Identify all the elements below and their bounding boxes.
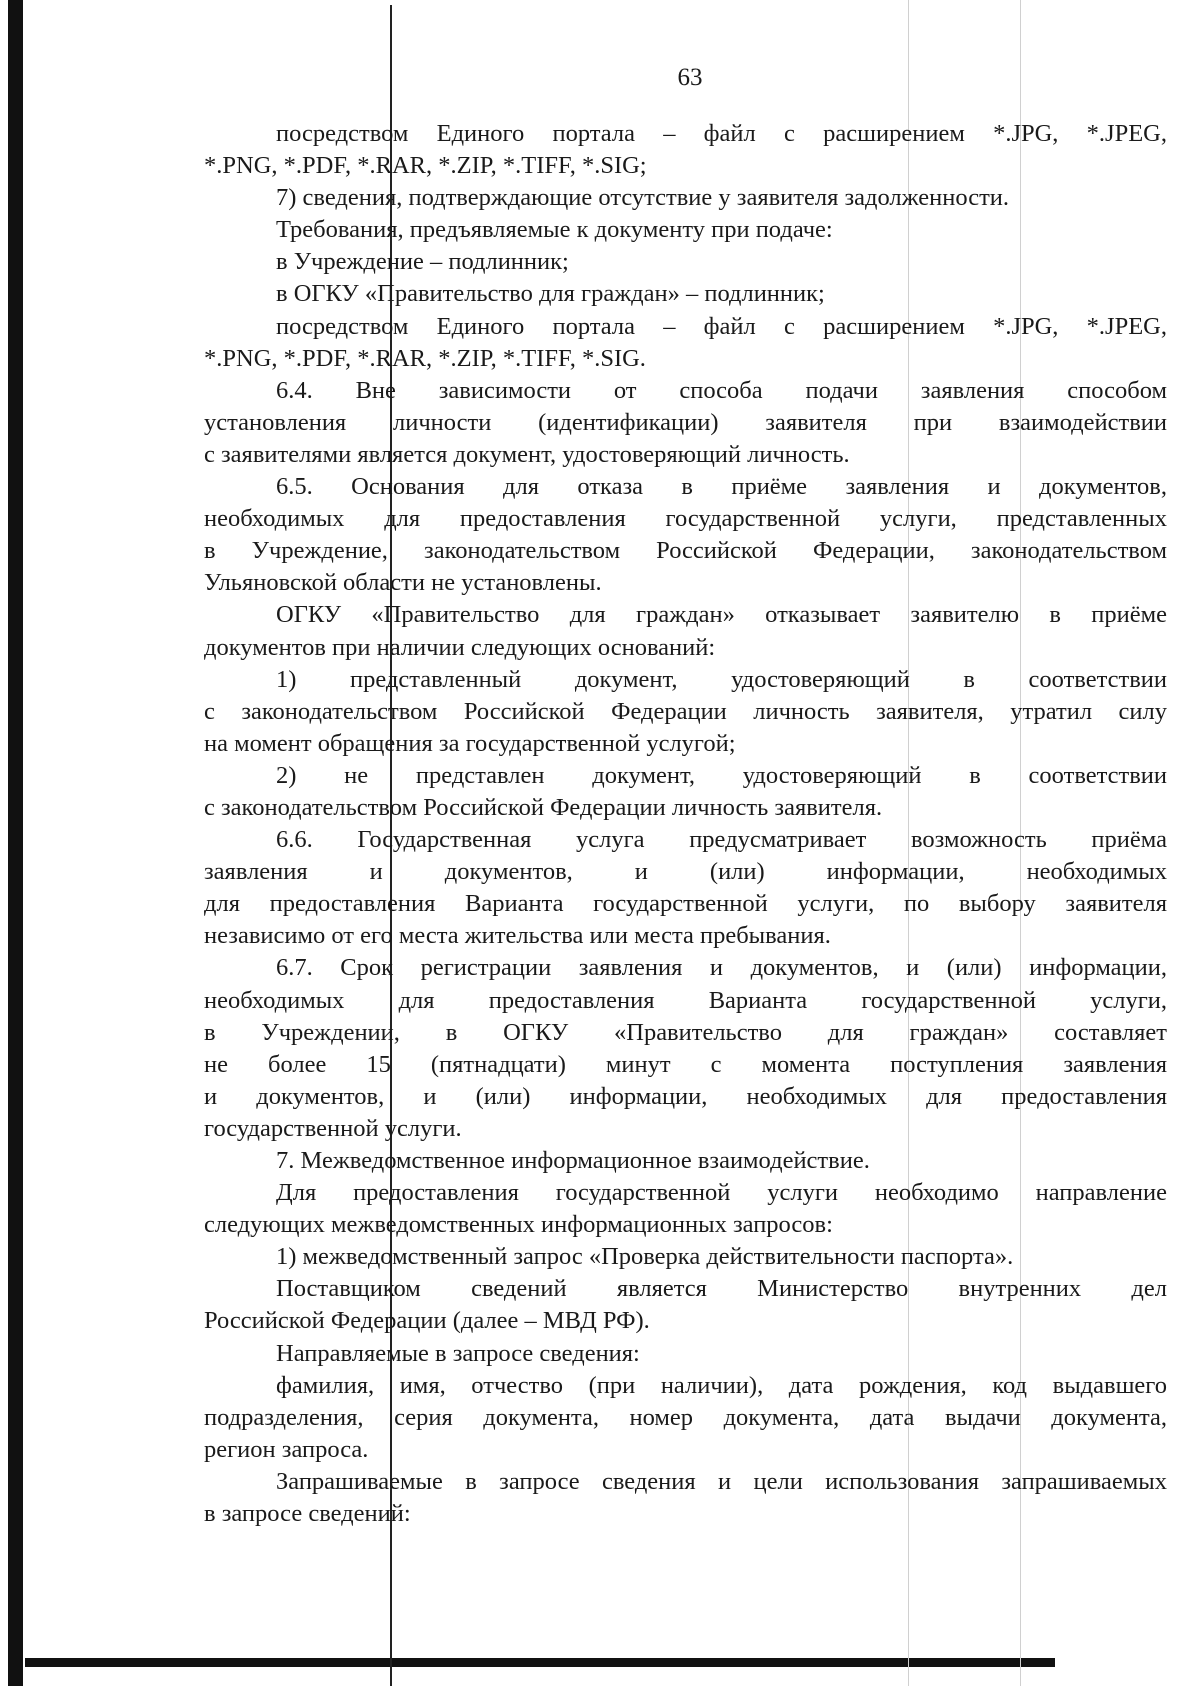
text-line: с законодательством Российской Федерации личность заявителя. [204,793,883,821]
text-line: Направляемые в запросе сведения: [276,1339,640,1367]
text-line: подразделения, серия документа, номер документа, дата выдачи документа, [204,1403,1167,1431]
text-line: следующих межведомственных информационных запросов: [204,1211,833,1239]
text-line: Ульяновской области не установлены. [204,569,602,597]
text-line: документов при наличии следующих оснований: [204,633,716,661]
text-line: с заявителями является документ, удостоверяющий личность. [204,440,850,468]
text-line: 1) межведомственный запрос «Проверка действительности паспорта». [276,1243,1014,1271]
text-line: в Учреждение, законодательством Российской Федерации, законодательством [204,537,1167,565]
text-line: 7) сведения, подтверждающие отсутствие у заявителя задолженности. [276,184,1010,212]
text-line: Требования, предъявляемые к документу при подаче: [276,216,833,244]
text-line: 2) не представлен документ, удостоверяющий в соответствии [276,761,1167,789]
text-line: 1) представленный документ, удостоверяющий в соответствии [276,665,1167,693]
text-line: 6.5. Основания для отказа в приёме заявления и документов, [276,473,1167,501]
text-line: не более 15 (пятнадцати) минут с момента поступления заявления [204,1050,1167,1078]
text-line: установления личности (идентификации) заявителя при взаимодействии [204,408,1167,436]
text-line: необходимых для предоставления государственной услуги, представленных [204,505,1167,533]
text-line: для предоставления Варианта государственной услуги, по выбору заявителя [204,890,1167,918]
text-line: в Учреждении, в ОГКУ «Правительство для граждан» составляет [204,1018,1167,1046]
text-line: в ОГКУ «Правительство для граждан» – подлинник; [276,280,825,308]
text-line: *.PNG, *.PDF, *.RAR, *.ZIP, *.TIFF, *.SIG. [204,344,646,372]
text-line: заявления и документов, и (или) информации, необходимых [204,858,1167,886]
text-line: Поставщиком сведений является Министерство внутренних дел [276,1275,1167,1303]
text-line: и документов, и (или) информации, необходимых для предоставления [204,1082,1167,1110]
text-line: независимо от его места жительства или места пребывания. [204,922,831,950]
text-line: в Учреждение – подлинник; [276,248,569,276]
page-number: 63 [677,64,703,91]
scan-edge-left [8,0,23,1686]
text-line: в запросе сведений: [204,1500,411,1528]
text-line: Российской Федерации (далее – МВД РФ). [204,1307,650,1335]
text-line: государственной услуги. [204,1114,462,1142]
text-line: *.PNG, *.PDF, *.RAR, *.ZIP, *.TIFF, *.SIG; [204,152,647,180]
text-line: Для предоставления государственной услуги необходимо направление [276,1179,1167,1207]
text-line: на момент обращения за государственной услугой; [204,729,736,757]
text-line: Запрашиваемые в запросе сведения и цели использования запрашиваемых [276,1467,1167,1495]
text-line: посредством Единого портала – файл с расширением *.JPG, *.JPEG, [276,120,1167,147]
text-line: ОГКУ «Правительство для граждан» отказывает заявителю в приёме [276,601,1167,629]
text-line: 6.4. Вне зависимости от способа подачи заявления способом [276,376,1167,404]
text-line: необходимых для предоставления Варианта государственной услуги, [204,986,1167,1014]
document-body [204,118,1167,1530]
text-line: 7. Межведомственное информационное взаимодействие. [276,1147,870,1174]
text-line: регион запроса. [204,1435,369,1463]
text-line: 6.6. Государственная услуга предусматривает возможность приёма [276,826,1167,854]
scan-edge-bottom [25,1658,1055,1667]
text-line: посредством Единого портала – файл с расширением *.JPG, *.JPEG, [276,312,1167,340]
text-line: 6.7. Срок регистрации заявления и документов, и (или) информации, [276,954,1167,982]
text-line: с законодательством Российской Федерации личность заявителя, утратил силу [204,697,1167,725]
text-line: фамилия, имя, отчество (при наличии), дата рождения, код выдавшего [276,1371,1167,1399]
